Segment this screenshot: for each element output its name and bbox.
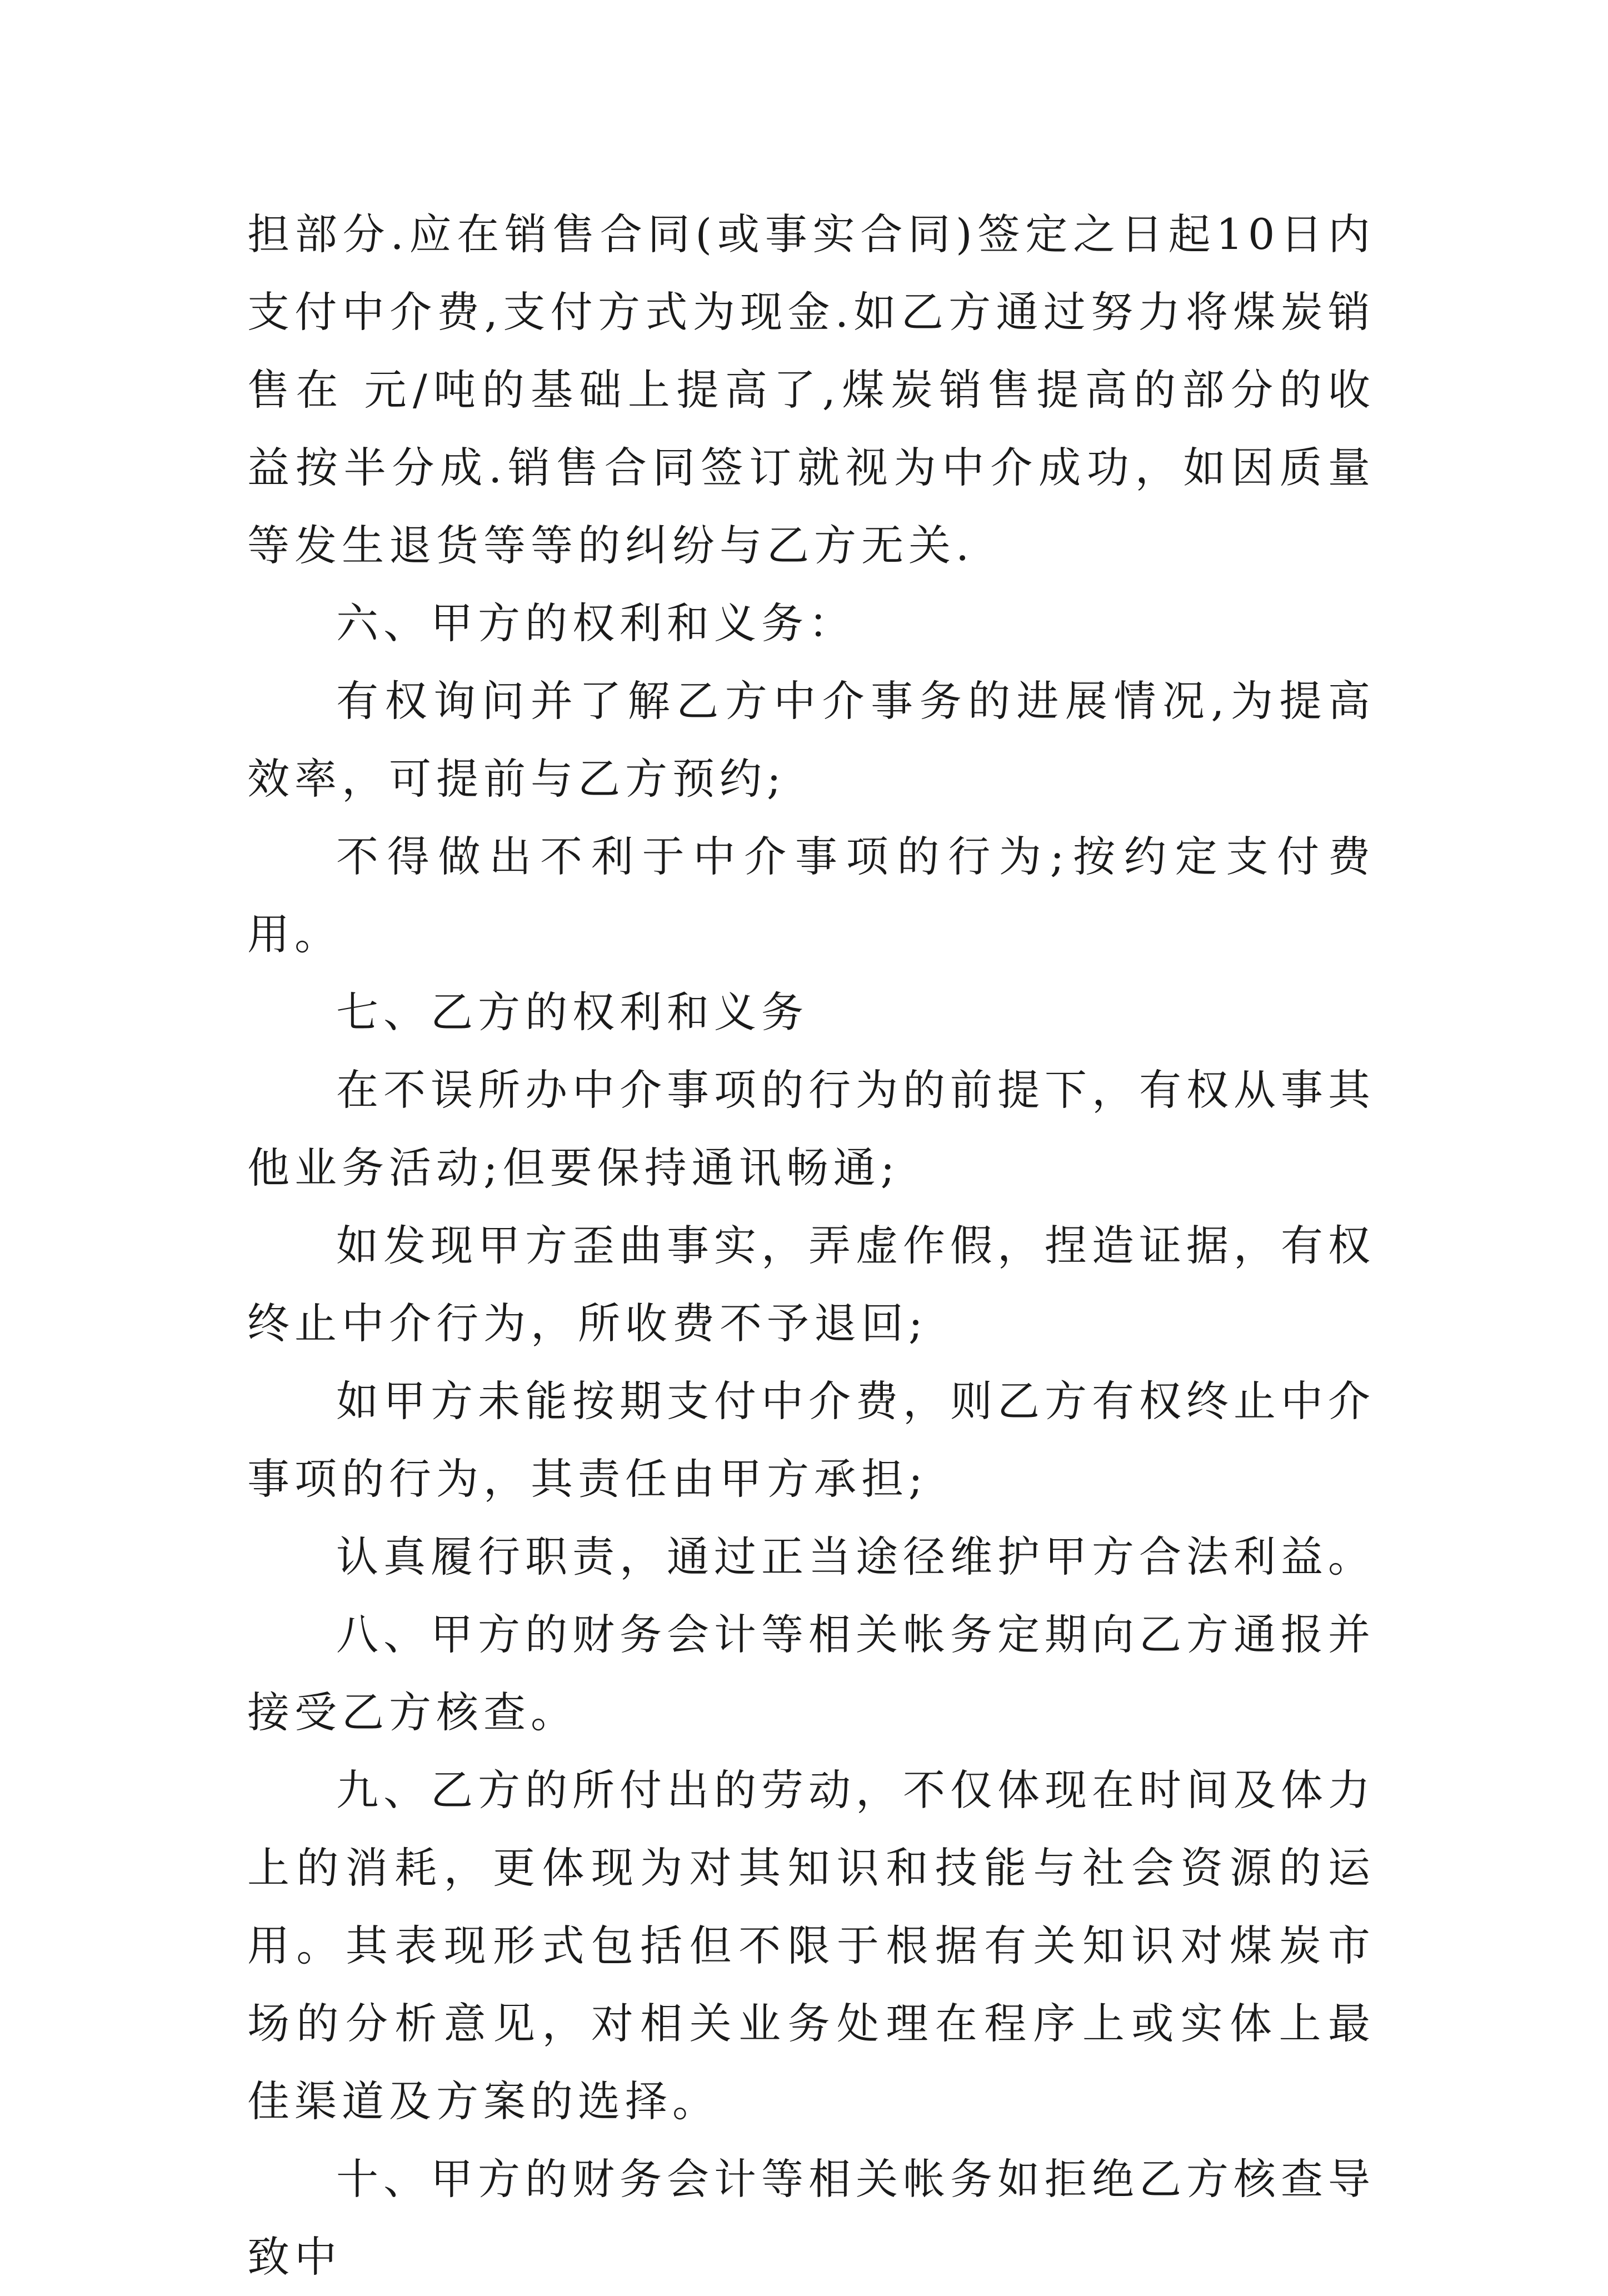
document-body — [247, 196, 1375, 2296]
paragraph-party-b-other-business: 在不误所办中介事项的行为的前提下，有权从事其他业务活动;但要保持通讯畅通; — [247, 1065, 1375, 1192]
paragraph-clause-eight: 八、甲方的财务会计等相关帐务定期向乙方通报并接受乙方核查。 — [247, 1610, 1375, 1737]
heading-party-b-rights: 七、乙方的权利和义务 — [336, 987, 808, 1037]
heading-party-a-rights: 六、甲方的权利和义务： — [336, 598, 856, 648]
paragraph-party-b-terminate-nonpayment: 如甲方未能按期支付中介费，则乙方有权终止中介事项的行为，其责任由甲方承担; — [247, 1376, 1375, 1504]
paragraph-party-a-right-inquire: 有权询问并了解乙方中介事务的进展情况,为提高效率，可提前与乙方预约; — [247, 676, 1375, 803]
paragraph-party-a-obligation: 不得做出不利于中介事项的行为;按约定支付费用。 — [247, 832, 1375, 959]
paragraph-party-b-terminate-fraud: 如发现甲方歪曲事实，弄虚作假，捏造证据，有权终止中介行为，所收费不予退回; — [247, 1221, 1375, 1348]
paragraph-clause-nine: 九、乙方的所付出的劳动，不仅体现在时间及体力上的消耗，更体现为对其知识和技能与社会资源的运用。其表现形式包括但不限于根据有关知识对煤炭市场的分析意见，对相关业务处理在程序上或实体上最佳渠道及方案的选择。 — [247, 1765, 1375, 2126]
paragraph-payment-terms: 担部分.应在销售合同(或事实合同)签定之日起10日内支付中介费,支付方式为现金.如乙方通过努力将煤炭销售在 元/吨的基础上提高了,煤炭销售提高的部分的收益按半分成.销售合同签订就视为中介成功，如因质量等发生退货等等的纠纷与乙方无关. — [247, 209, 1375, 570]
paragraph-clause-ten: 十、甲方的财务会计等相关帐务如拒绝乙方核查导致中 — [247, 2154, 1375, 2282]
paragraph-party-b-duty: 认真履行职责，通过正当途径维护甲方合法利益。 — [336, 1532, 1375, 1581]
